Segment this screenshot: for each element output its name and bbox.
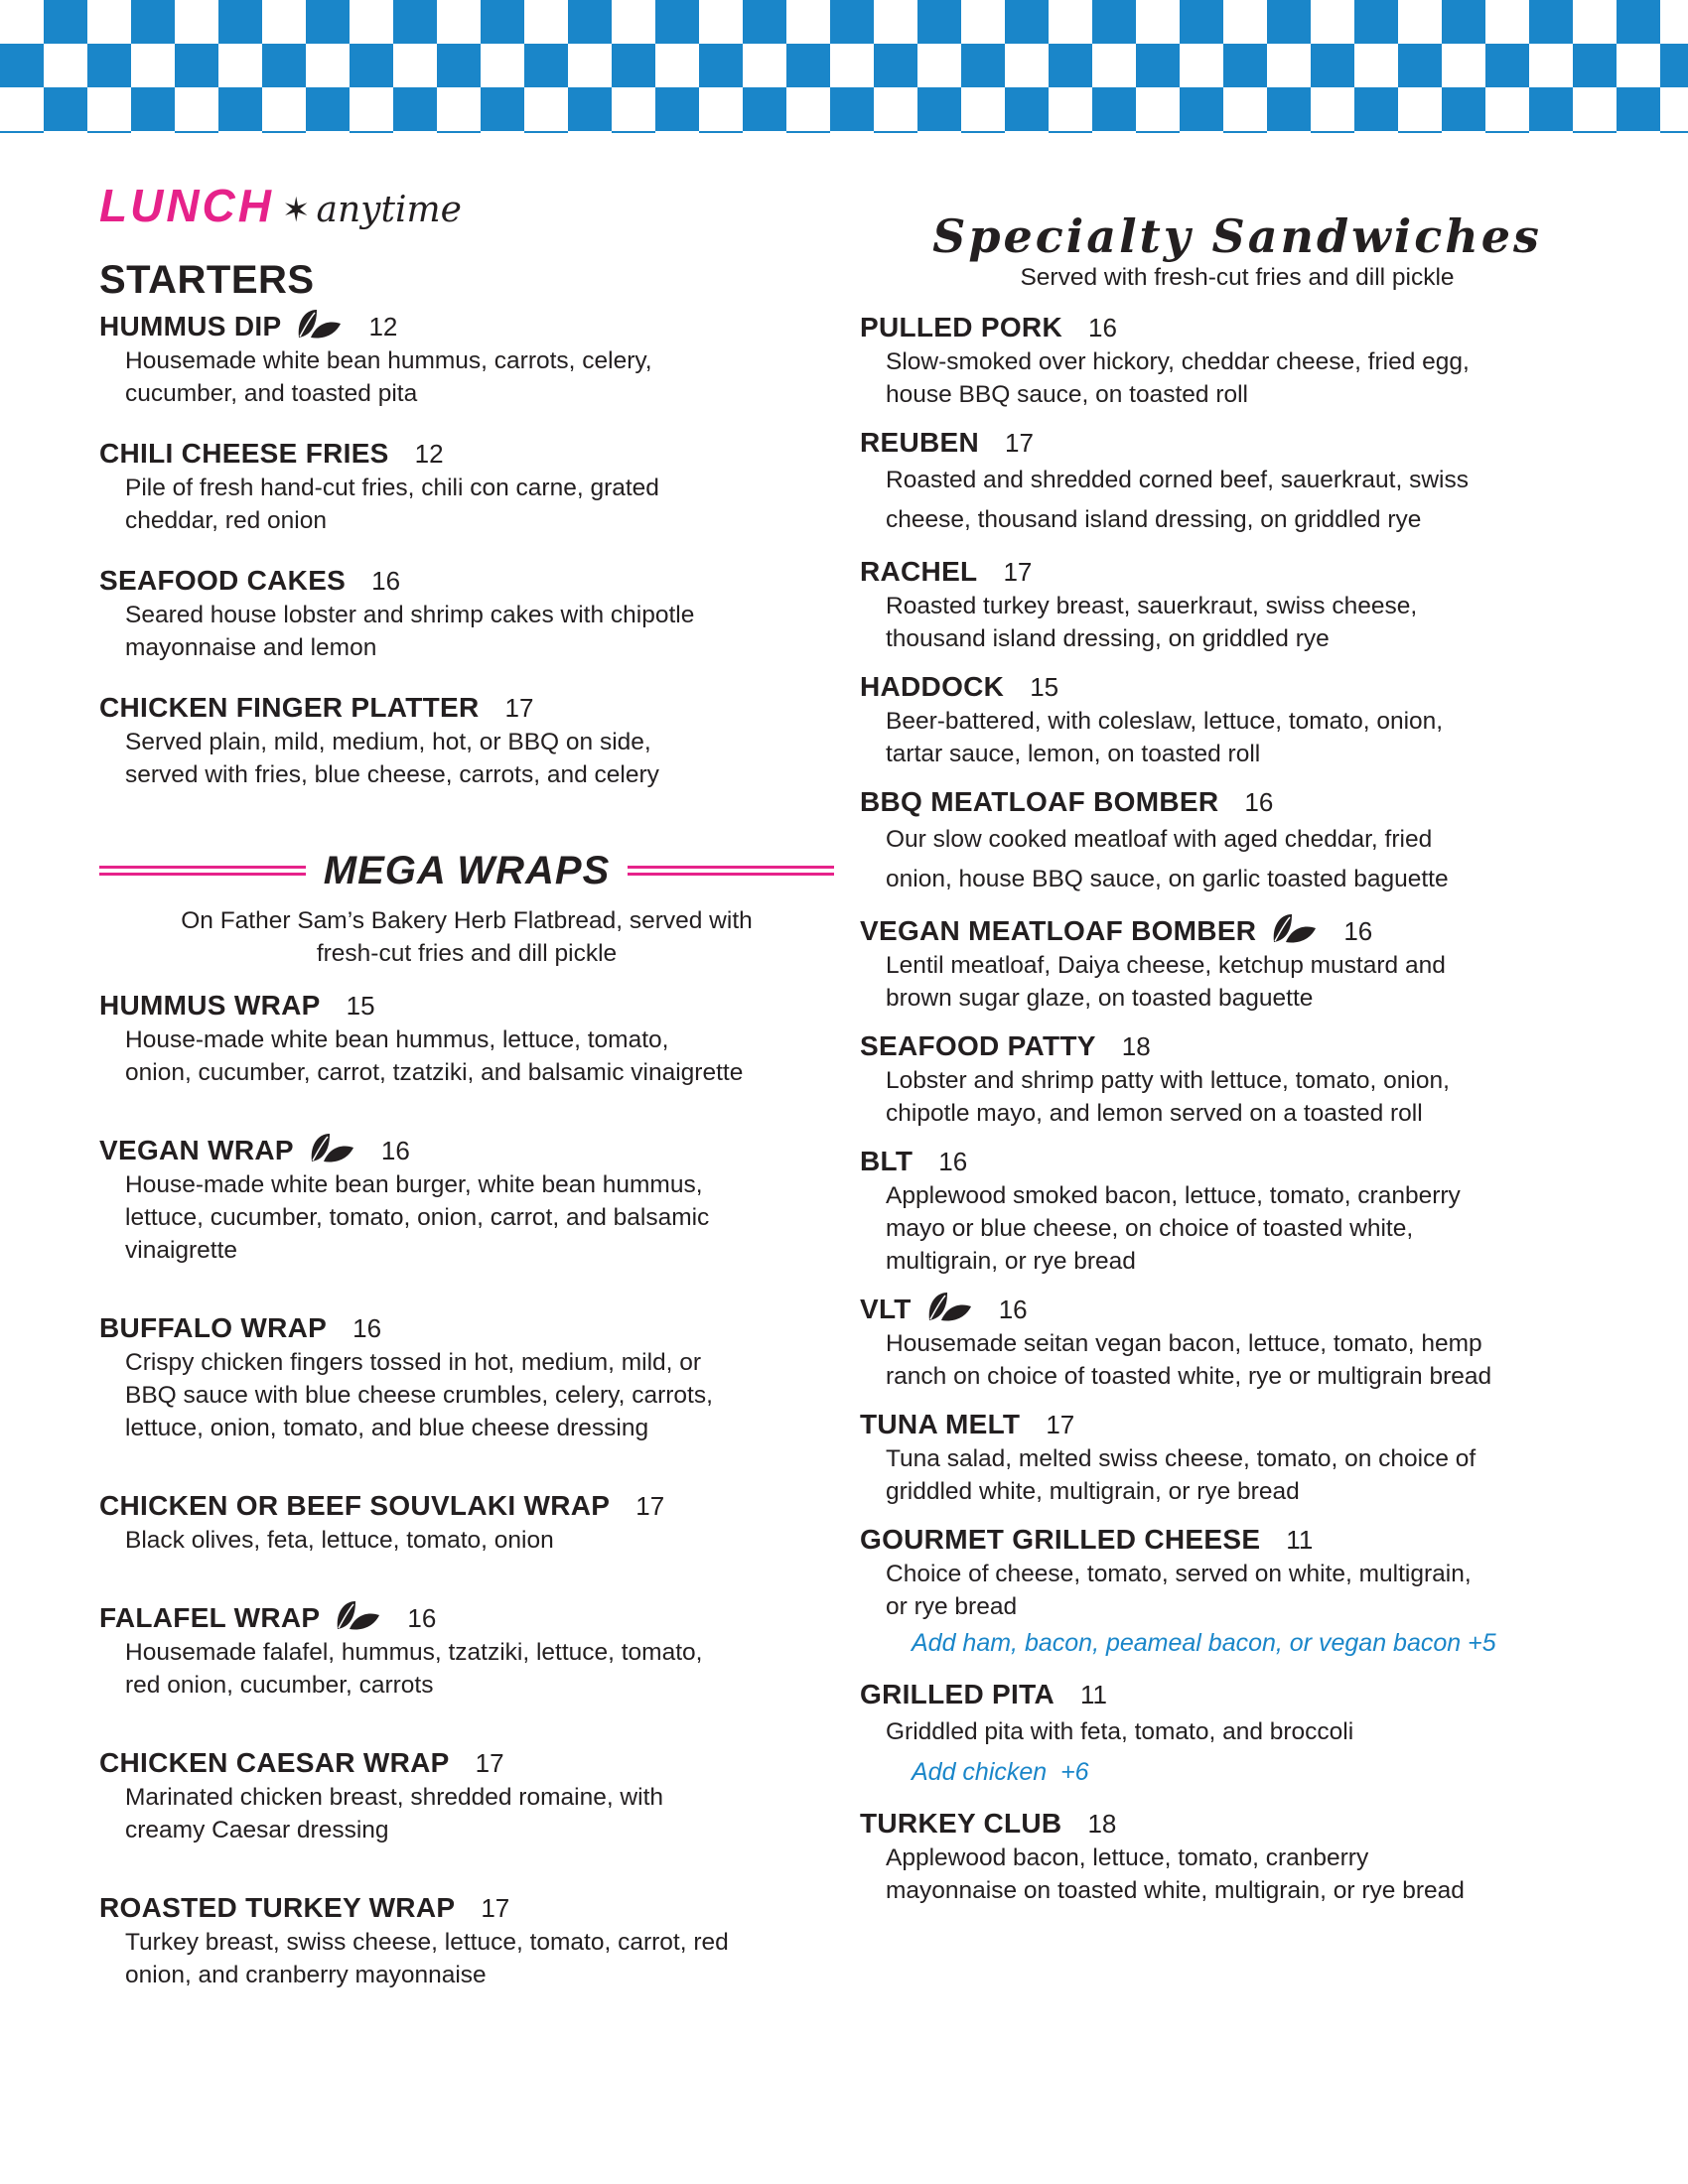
item-price: 12 xyxy=(368,311,398,341)
sandwiches-note: Served with fresh-cut fries and dill pickle xyxy=(1020,264,1455,291)
specialty-sandwiches-title: Specialty Sandwiches xyxy=(932,209,1542,263)
item-name: GOURMET GRILLED CHEESE xyxy=(860,1524,1261,1555)
item-price: 17 xyxy=(481,1892,510,1923)
menu-item xyxy=(860,1144,1615,1278)
addon-note: Add chicken +6 xyxy=(912,1758,1089,1786)
item-desc: Housemade white bean hummus, carrots, celery, cucumber, and toasted pita xyxy=(125,347,652,407)
item-price: 17 xyxy=(635,1490,665,1521)
menu-item xyxy=(860,1677,1615,1792)
item-name: ROASTED TURKEY WRAP xyxy=(99,1892,456,1923)
item-desc: Beer-battered, with coleslaw, lettuce, tomato, onion, tartar sauce, lemon, on toasted roll xyxy=(886,708,1444,767)
item-name: HADDOCK xyxy=(860,671,1005,702)
leaf-icon xyxy=(308,1132,355,1170)
item-price: 16 xyxy=(998,1294,1028,1324)
star-icon: ✶ xyxy=(281,192,311,229)
menu-item xyxy=(860,784,1615,899)
item-name: HUMMUS DIP xyxy=(99,311,282,341)
item-price: 11 xyxy=(1079,1679,1107,1709)
lunch-heading xyxy=(99,179,834,258)
item-price: 17 xyxy=(1046,1409,1075,1439)
item-name: HUMMUS WRAP xyxy=(99,990,321,1021)
checkerboard-banner xyxy=(0,0,1688,133)
item-desc: Served plain, mild, medium, hot, or BBQ on side, served with fries, blue cheese, carrots, and celery xyxy=(125,729,659,788)
item-desc: Choice of cheese, tomato, served on white, multigrain, or rye bread xyxy=(886,1561,1472,1620)
menu-item xyxy=(99,563,834,664)
divider xyxy=(628,864,834,878)
leaf-icon xyxy=(334,1599,381,1638)
item-name: SEAFOOD PATTY xyxy=(860,1030,1096,1061)
mega-wraps-title: MEGA WRAPS xyxy=(323,848,611,892)
item-price: 15 xyxy=(346,990,375,1021)
item-price: 11 xyxy=(1286,1524,1314,1555)
menu-item xyxy=(99,1745,834,1846)
item-name: TURKEY CLUB xyxy=(860,1808,1062,1839)
item-desc: Our slow cooked meatloaf with aged cheddar, fried onion, house BBQ sauce, on garlic toasted baguette xyxy=(886,826,1449,892)
menu-item xyxy=(860,1292,1615,1393)
item-price: 16 xyxy=(1087,312,1117,342)
menu-item xyxy=(99,309,834,410)
item-name: TUNA MELT xyxy=(860,1409,1021,1439)
item-desc: Griddled pita with feta, tomato, and broccoli xyxy=(886,1718,1354,1745)
item-desc: Applewood bacon, lettuce, tomato, cranberry mayonnaise on toasted white, multigrain, or rye bread xyxy=(886,1844,1465,1904)
item-price: 15 xyxy=(1030,671,1059,702)
starters-title: STARTERS xyxy=(99,258,315,302)
wraps-note: On Father Sam’s Bakery Herb Flatbread, served with fresh-cut fries and dill pickle xyxy=(181,907,753,967)
item-name: CHICKEN FINGER PLATTER xyxy=(99,692,480,723)
mega-wraps-heading xyxy=(99,841,834,900)
menu-item xyxy=(99,988,834,1089)
item-desc: Pile of fresh hand-cut fries, chili con carne, grated cheddar, red onion xyxy=(125,475,659,534)
item-desc: Seared house lobster and shrimp cakes with chipotle mayonnaise and lemon xyxy=(125,602,695,661)
item-desc: Black olives, feta, lettuce, tomato, onion xyxy=(125,1527,554,1554)
item-desc: Crispy chicken fingers tossed in hot, medium, mild, or BBQ sauce with blue cheese crumbles, celery, carrots, lettuce, onion, tomato, and blue cheese dressing xyxy=(125,1349,713,1441)
item-name: PULLED PORK xyxy=(860,312,1062,342)
item-price: 16 xyxy=(380,1135,410,1165)
item-price: 18 xyxy=(1121,1030,1151,1061)
leaf-icon xyxy=(1270,912,1318,951)
menu-item xyxy=(860,913,1615,1015)
item-name: GRILLED PITA xyxy=(860,1679,1055,1709)
anytime-word: anytime xyxy=(316,190,462,230)
item-name: SEAFOOD CAKES xyxy=(99,565,347,596)
item-name: BBQ MEATLOAF BOMBER xyxy=(860,786,1219,817)
menu-item xyxy=(99,1488,834,1557)
item-price: 16 xyxy=(1244,786,1274,817)
leaf-icon xyxy=(295,308,343,346)
item-desc: Lobster and shrimp patty with lettuce, tomato, onion, chipotle mayo, and lemon served on a toasted roll xyxy=(886,1067,1450,1127)
lunch-word: LUNCH xyxy=(99,180,274,231)
item-price: 17 xyxy=(1005,427,1034,458)
menu-item xyxy=(860,425,1615,540)
item-name: CHICKEN CAESAR WRAP xyxy=(99,1747,450,1778)
menu-item xyxy=(99,1133,834,1267)
item-price: 17 xyxy=(475,1747,504,1778)
item-price: 16 xyxy=(352,1312,382,1343)
item-price: 16 xyxy=(938,1146,968,1176)
menu-item xyxy=(99,1890,834,1991)
item-price: 16 xyxy=(1343,915,1373,946)
right-column xyxy=(860,208,1615,1921)
menu-item xyxy=(860,1806,1615,1907)
item-desc: Turkey breast, swiss cheese, lettuce, tomato, carrot, red onion, and cranberry mayonnaise xyxy=(125,1929,729,1988)
menu-item xyxy=(860,1028,1615,1130)
menu-item xyxy=(860,669,1615,770)
menu-item xyxy=(860,554,1615,655)
item-desc: Housemade falafel, hummus, tzatziki, lettuce, tomato, red onion, cucumber, carrots xyxy=(125,1639,703,1699)
divider xyxy=(99,864,306,878)
item-price: 12 xyxy=(414,438,444,469)
item-price: 17 xyxy=(1003,556,1033,587)
item-name: BLT xyxy=(860,1146,914,1176)
item-name: VLT xyxy=(860,1294,912,1324)
item-price: 17 xyxy=(504,692,534,723)
item-desc: Slow-smoked over hickory, cheddar cheese, fried egg, house BBQ sauce, on toasted roll xyxy=(886,348,1470,408)
item-desc: House-made white bean hummus, lettuce, tomato, onion, cucumber, carrot, tzatziki, and balsamic vinaigrette xyxy=(125,1026,744,1086)
item-desc: Marinated chicken breast, shredded romaine, with creamy Caesar dressing xyxy=(125,1784,664,1843)
item-name: RACHEL xyxy=(860,556,978,587)
addon-note: Add ham, bacon, peameal bacon, or vegan bacon +5 xyxy=(912,1629,1496,1657)
item-desc: Housemade seitan vegan bacon, lettuce, tomato, hemp ranch on choice of toasted white, rye or multigrain bread xyxy=(886,1330,1492,1390)
menu-item xyxy=(99,436,834,537)
item-price: 16 xyxy=(371,565,401,596)
left-column xyxy=(99,179,834,2017)
item-desc: Roasted and shredded corned beef, sauerkraut, swiss cheese, thousand island dressing, on griddled rye xyxy=(886,467,1469,533)
menu-item xyxy=(99,1600,834,1702)
item-name: REUBEN xyxy=(860,427,980,458)
item-name: VEGAN MEATLOAF BOMBER xyxy=(860,915,1257,946)
menu-item xyxy=(860,1407,1615,1508)
item-name: FALAFEL WRAP xyxy=(99,1602,321,1633)
item-desc: Applewood smoked bacon, lettuce, tomato, cranberry mayo or blue cheese, on choice of toasted white, multigrain, or rye bread xyxy=(886,1182,1461,1275)
item-desc: Tuna salad, melted swiss cheese, tomato, on choice of griddled white, multigrain, or rye bread xyxy=(886,1445,1477,1505)
menu-item xyxy=(99,690,834,791)
item-name: CHILI CHEESE FRIES xyxy=(99,438,389,469)
menu-item xyxy=(860,310,1615,411)
item-desc: Roasted turkey breast, sauerkraut, swiss cheese, thousand island dressing, on griddled rye xyxy=(886,593,1418,652)
menu-item xyxy=(99,1310,834,1444)
item-price: 18 xyxy=(1087,1808,1117,1839)
menu-item xyxy=(860,1522,1615,1663)
item-name: VEGAN WRAP xyxy=(99,1135,294,1165)
item-name: BUFFALO WRAP xyxy=(99,1312,328,1343)
leaf-icon xyxy=(925,1291,973,1329)
item-desc: House-made white bean burger, white bean hummus, lettuce, cucumber, tomato, onion, carrot, and balsamic vinaigrette xyxy=(125,1171,710,1264)
item-name: CHICKEN OR BEEF SOUVLAKI WRAP xyxy=(99,1490,611,1521)
item-desc: Lentil meatloaf, Daiya cheese, ketchup mustard and brown sugar glaze, on toasted baguette xyxy=(886,952,1446,1012)
item-price: 16 xyxy=(407,1602,437,1633)
